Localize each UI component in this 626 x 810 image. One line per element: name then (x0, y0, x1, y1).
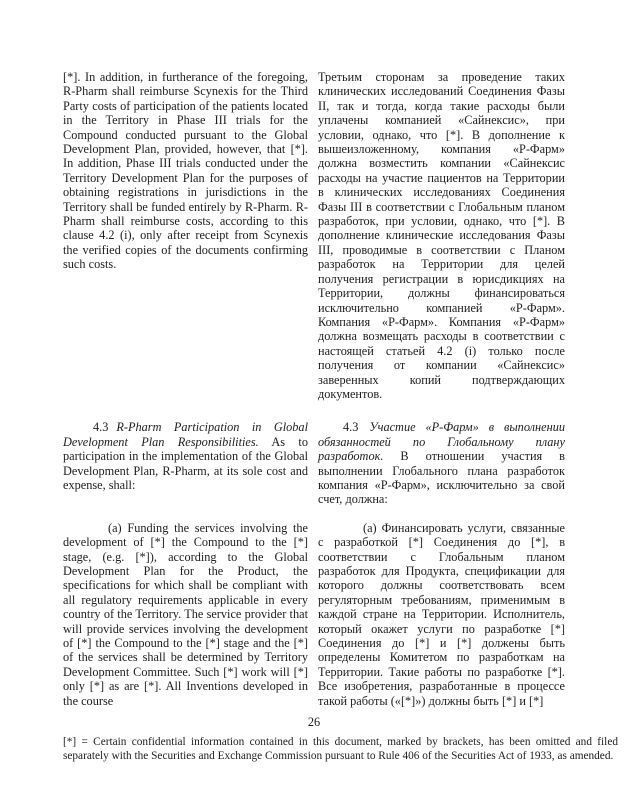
bilingual-row-subclause-a (63, 521, 565, 708)
section-4-3-english (63, 420, 308, 492)
column-english (63, 70, 308, 272)
column-english (63, 521, 308, 708)
column-russian (318, 521, 565, 708)
column-russian (318, 70, 565, 401)
section-body: As to participation in the implementation of the Global Development Plan, R-Pharm, at its sole cost and expense, shall: (63, 434, 308, 492)
paragraph-english-continuation: [*]. In addition, in furtherance of the foregoing, R-Pharm shall reimburse Scynexis for the Third Party costs of participation of the patients located in the Territory in Phase III trials for the Compound conducted pursuant to the Global Development Plan, provided, however, that [*]. In addition, Phase III trials conducted under the Territory Development Plan for the purposes of obtaining registrations in jurisdictions in the Territory shall be funded entirely by R-Pharm. R-Pharm shall reimburse costs, according to this clause 4.2 (i), only after receipt from Scynexis the verified copies of the documents confirming such costs. (63, 70, 308, 272)
section-number: 4.3 (343, 420, 359, 435)
subclause-a-russian: (а) Финансировать услуги, связанные с разработкой [*] Соединения до [*], в соответствии с Глобальным планом разработок для Продукта, спецификации для которого должны соответствовать всем регуляторным требованиям, применимым в каждой стране на Территории. Исполнитель, который окажет услуги по разработке [*] Соединения до [*] и [*] должены быть определены Комитетом по разработкам на Территории. Такие работы по разработке [*]. Все изобретения, разработанные в процессе такой работы («[*]») должны быть [*] и [*] (318, 520, 565, 708)
page-number: 26 (307, 715, 321, 730)
section-body: В отношении участия в выполнении Глобального плана разработок компания «Р-Фарм», исключительно за свой счет, должна: (318, 449, 565, 507)
bilingual-row-intro (63, 70, 565, 401)
confidentiality-footnote: [*] = Certain confidential information contained in this document, marked by brackets, has been omitted and filed separately with the Securities and Exchange Commission pursuant to Rule 406 of the Securities Act of 1933, as amended. (63, 736, 618, 763)
section-title: R-Pharm Participation in Global Development Plan Responsibilities. (63, 420, 308, 449)
section-title: Участие «Р-Фарм» в выполнении обязанностей по Глобальному плану разработок. (318, 420, 565, 464)
subclause-a-english: (a) Funding the services involving the development of [*] the Compound to the [*] stage, (e.g. [*]), according to the Global Development Plan for the Product, the specifications for which shall be compliant with all regulatory requirements applicable in every country of the Territory. The service provider that will provide services involving the development of [*] the Compound to the [*] stage and the [*] of the services shall be determined by Territory Development Committee. Such [*] work will [*] only [*] as are [*]. All Inventions developed in the course (63, 520, 308, 708)
paragraph-russian-continuation: Третьим сторонам за проведение таких клинических исследований Соединения Фазы II, так и тогда, когда такие расходы были уплачены компанией «Сайнексис», при условии, однако, что [*]. В дополнение к вышеизложенному, компания «Р-Фарм» должна возместить компании «Сайнексис расходы на участие пациентов на Территории в клинических исследованиях Соединения Фазы III в соответствии с Глобальным планом разработок, при условии, однако, что [*]. В дополнение клинические исследования Фазы III, проводимые в соответствии с Планом разработок на Территории для целей получения регистрации в юрисдикциях на Территории, должны финансироваться исключительно компанией «Р-Фарм». Компания «Р-Фарм». Компания «Р-Фарм» должна возмещать расходы в соответствии с настоящей статьей 4.2 (i) только после получения от компании «Сайнексис» заверенных копий подтверждающих документов. (318, 70, 565, 401)
bilingual-row-section-4-3 (63, 420, 565, 506)
section-number: 4.3 (93, 420, 109, 435)
column-english (63, 420, 308, 492)
column-russian (318, 420, 565, 506)
section-4-3-russian (318, 420, 565, 506)
